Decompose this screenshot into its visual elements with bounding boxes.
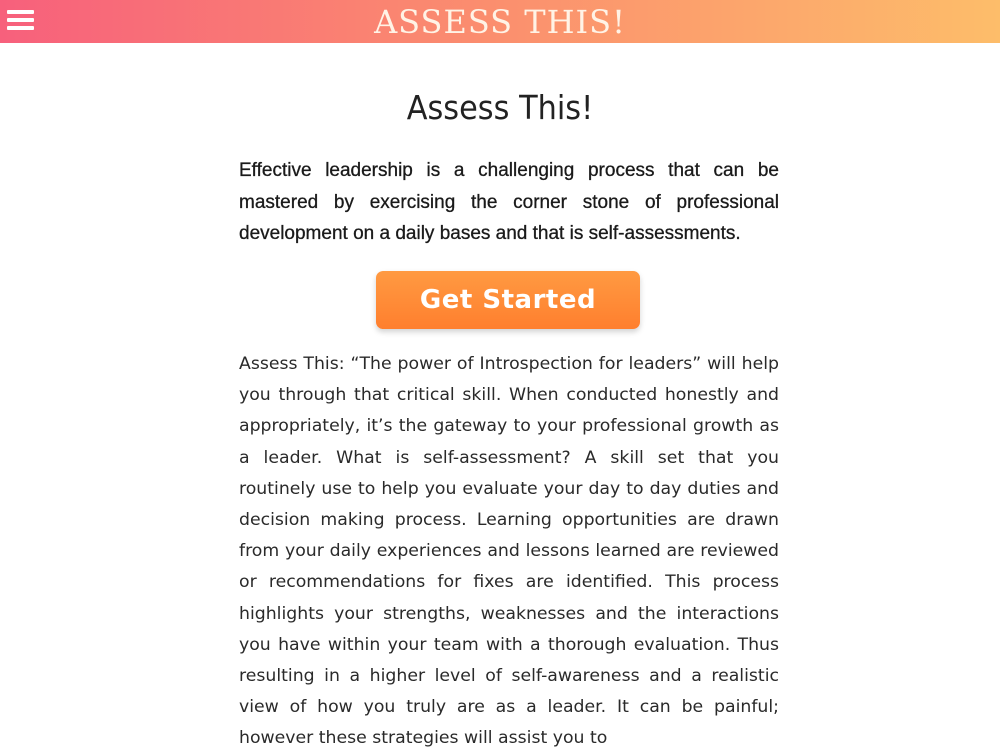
page-title: Assess This! <box>406 88 594 127</box>
get-started-button[interactable]: Get Started <box>376 271 640 329</box>
intro-paragraph: Effective leadership is a challenging process that can be mastered by exercising the corner stone of professional development on a daily bases and that is self-assessments. <box>239 160 779 244</box>
body-paragraph: Assess This: “The power of Introspection for leaders” will help you through that critical skill. When conducted honestly and appropriately, it’s the gateway to your professional growth as a leader. What is self-assessment? A skill set that you routinely use to help you evaluate your day to day duties and decision making process. Learning opportunities are drawn from your daily experiences and lessons learned are reviewed or recommendations for fixes are identified. This process highlights your strengths, weaknesses and the interactions you have within your team with a thorough evaluation. Thus resulting in a higher level of self-awareness and a realistic view of how you truly are as a leader. It can be painful; however these strategies will assist you to <box>239 354 779 749</box>
site-brand-title[interactable]: ASSESS THIS! <box>374 3 626 41</box>
top-navigation-bar <box>0 0 1000 43</box>
